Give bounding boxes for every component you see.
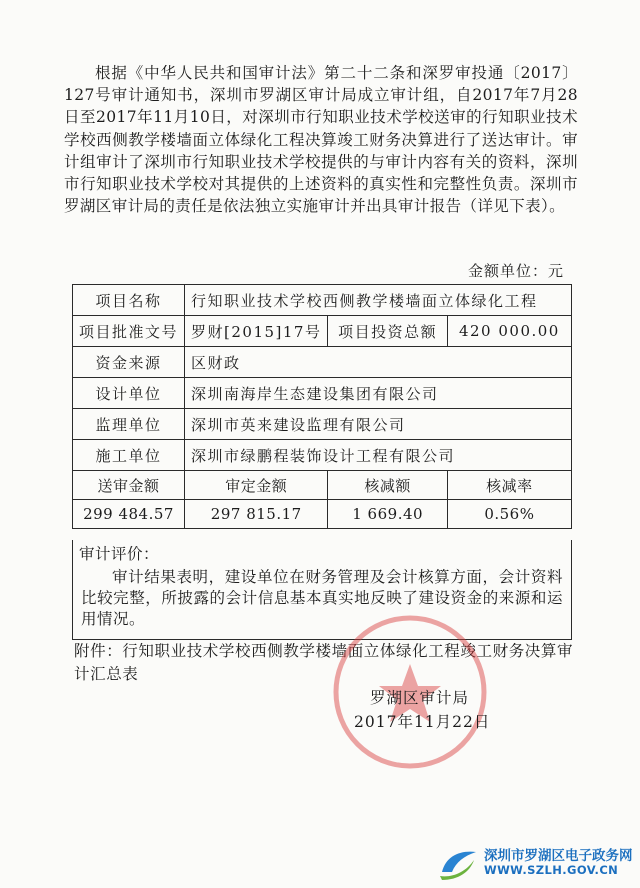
design-unit-value: 深圳南海岸生态建设集团有限公司	[185, 378, 572, 409]
audit-evaluation-box	[72, 540, 572, 640]
issue-date: 2017年11月22日	[354, 713, 491, 731]
intro-paragraph: 根据《中华人民共和国审计法》第二十二条和深罗审投通〔2017〕127号审计通知书，深圳市罗湖区审计局成立审计组，自2017年7月28日至2017年11月10日，对深圳市行知职业技术学校送审的行知职业技术学校西侧教学楼墙面立体绿化工程决算竣工财务决算进行了送达审计。审计组审计了深圳市行知职业技术学校提供的与审计内容有关的资料，深圳市行知职业技术学校对其提供的上述资料的真实性和完整性负责。深圳市罗湖区审计局的责任是依法独立实施审计并出具审计报告（详见下表）。	[64, 64, 578, 216]
reduction-rate-value: 0.56%	[447, 500, 571, 529]
construction-unit-label: 施工单位	[73, 440, 185, 471]
table-row	[73, 347, 572, 378]
szlh-logo-icon	[436, 842, 480, 882]
submitted-amount-header: 送审金额	[73, 471, 185, 500]
approved-amount-value: 297 815.17	[185, 500, 328, 529]
submitted-amount-value: 299 484.57	[73, 500, 185, 529]
table-row	[73, 378, 572, 409]
investment-value: 420 000.00	[447, 316, 571, 347]
approved-amount-header: 审定金额	[185, 471, 328, 500]
construction-unit-value: 深圳市绿鹏程装饰设计工程有限公司	[185, 440, 572, 471]
table-header-row	[73, 471, 572, 500]
table-row	[73, 316, 572, 347]
project-name-label: 项目名称	[73, 285, 185, 316]
audit-summary-table	[72, 284, 572, 529]
supervision-unit-label: 监理单位	[73, 409, 185, 440]
amount-unit-note: 金额单位：元	[468, 262, 565, 280]
table-row	[73, 440, 572, 471]
supervision-unit-value: 深圳市英来建设监理有限公司	[185, 409, 572, 440]
attachment-note: 附件：行知职业技术学校西侧教学楼墙面立体绿化工程竣工财务决算审计汇总表	[74, 642, 574, 683]
fund-source-label: 资金来源	[73, 347, 185, 378]
table-row	[73, 500, 572, 529]
project-name-value: 行知职业技术学校西侧教学楼墙面立体绿化工程	[185, 285, 572, 316]
reduction-amount-header: 核减额	[328, 471, 447, 500]
fund-source-value: 区财政	[185, 347, 572, 378]
reduction-amount-value: 1 669.40	[328, 500, 447, 529]
approval-doc-value: 罗财[2015]17号	[185, 316, 328, 347]
reduction-rate-header: 核减率	[447, 471, 571, 500]
design-unit-label: 设计单位	[73, 378, 185, 409]
investment-label: 项目投资总额	[328, 316, 447, 347]
table-row	[73, 285, 572, 316]
evaluation-text: 审计结果表明，建设单位在财务管理及会计核算方面，会计资料比较完整，所披露的会计信息基本真实地反映了建设资金的来源和运用情况。	[81, 568, 563, 628]
watermark-site-url: WWW.SZLH.GOV.CN	[484, 863, 619, 877]
evaluation-label: 审计评价：	[79, 545, 160, 563]
approval-doc-label: 项目批准文号	[73, 316, 185, 347]
issuer-name: 罗湖区审计局	[370, 689, 470, 707]
table-row	[73, 409, 572, 440]
watermark-site-name: 深圳市罗湖区电子政务网	[484, 848, 633, 864]
